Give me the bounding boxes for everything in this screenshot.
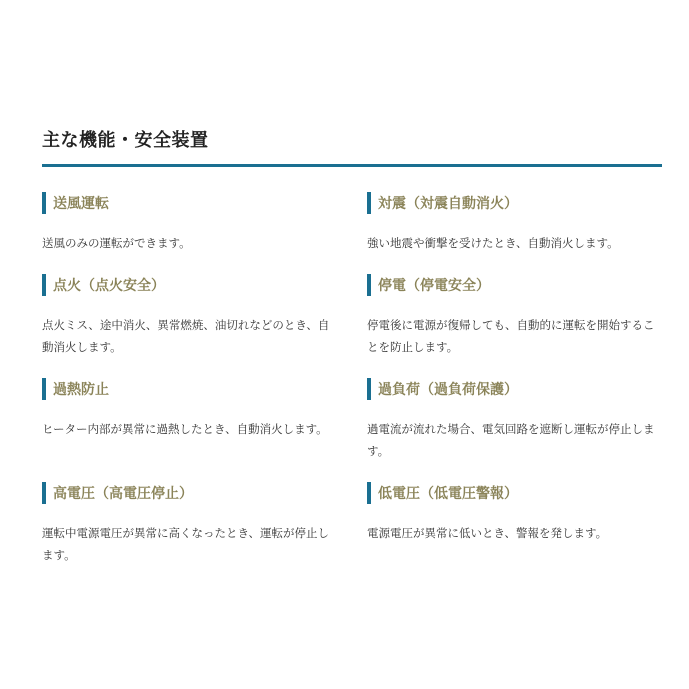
feature-item-low-voltage <box>367 482 662 544</box>
title-divider <box>42 164 662 167</box>
feature-description: 送風のみの運転ができます。 <box>42 236 191 250</box>
heading-accent-bar <box>42 274 46 296</box>
feature-item-ignition <box>42 274 337 358</box>
feature-heading <box>42 274 337 296</box>
feature-description: 過電流が流れた場合、電気回路を遮断し運転が停止します。 <box>367 422 655 458</box>
heading-accent-bar <box>42 192 46 214</box>
feature-heading-text: 過負荷（過負荷保護） <box>378 382 518 398</box>
feature-description: 強い地震や衝撃を受けたとき、自動消火します。 <box>367 236 619 250</box>
feature-item-overload <box>367 378 662 462</box>
feature-heading-text: 点火（点火安全） <box>53 278 165 294</box>
heading-accent-bar <box>367 274 371 296</box>
heading-accent-bar <box>42 378 46 400</box>
heading-accent-bar <box>367 482 371 504</box>
feature-item-seismic <box>367 192 662 254</box>
feature-description: 停電後に電源が復帰しても、自動的に運転を開始することを防止します。 <box>367 318 655 354</box>
feature-heading-text: 高電圧（高電圧停止） <box>53 486 193 502</box>
feature-heading-text: 過熱防止 <box>53 382 109 398</box>
feature-heading <box>42 482 337 504</box>
page-title: 主な機能・安全装置 <box>42 130 209 151</box>
feature-heading <box>42 378 337 400</box>
feature-heading <box>367 274 662 296</box>
feature-heading-text: 送風運転 <box>53 196 109 212</box>
feature-item-power-outage <box>367 274 662 358</box>
heading-accent-bar <box>367 378 371 400</box>
feature-heading <box>42 192 337 214</box>
feature-heading <box>367 482 662 504</box>
feature-heading <box>367 378 662 400</box>
feature-description: ヒーター内部が異常に過熱したとき、自動消火します。 <box>42 422 328 436</box>
feature-description: 運転中電源電圧が異常に高くなったとき、運転が停止します。 <box>42 526 330 562</box>
feature-item-fan-mode <box>42 192 337 254</box>
feature-description: 電源電圧が異常に低いとき、警報を発します。 <box>367 526 608 540</box>
heading-accent-bar <box>42 482 46 504</box>
feature-heading <box>367 192 662 214</box>
feature-item-high-voltage <box>42 482 337 566</box>
feature-item-overheat <box>42 378 337 440</box>
feature-heading-text: 低電圧（低電圧警報） <box>378 486 518 502</box>
heading-accent-bar <box>367 192 371 214</box>
feature-description: 点火ミス、途中消火、異常燃焼、油切れなどのとき、自動消火します。 <box>42 318 330 354</box>
feature-heading-text: 停電（停電安全） <box>378 278 490 294</box>
feature-heading-text: 対震（対震自動消火） <box>378 196 518 212</box>
